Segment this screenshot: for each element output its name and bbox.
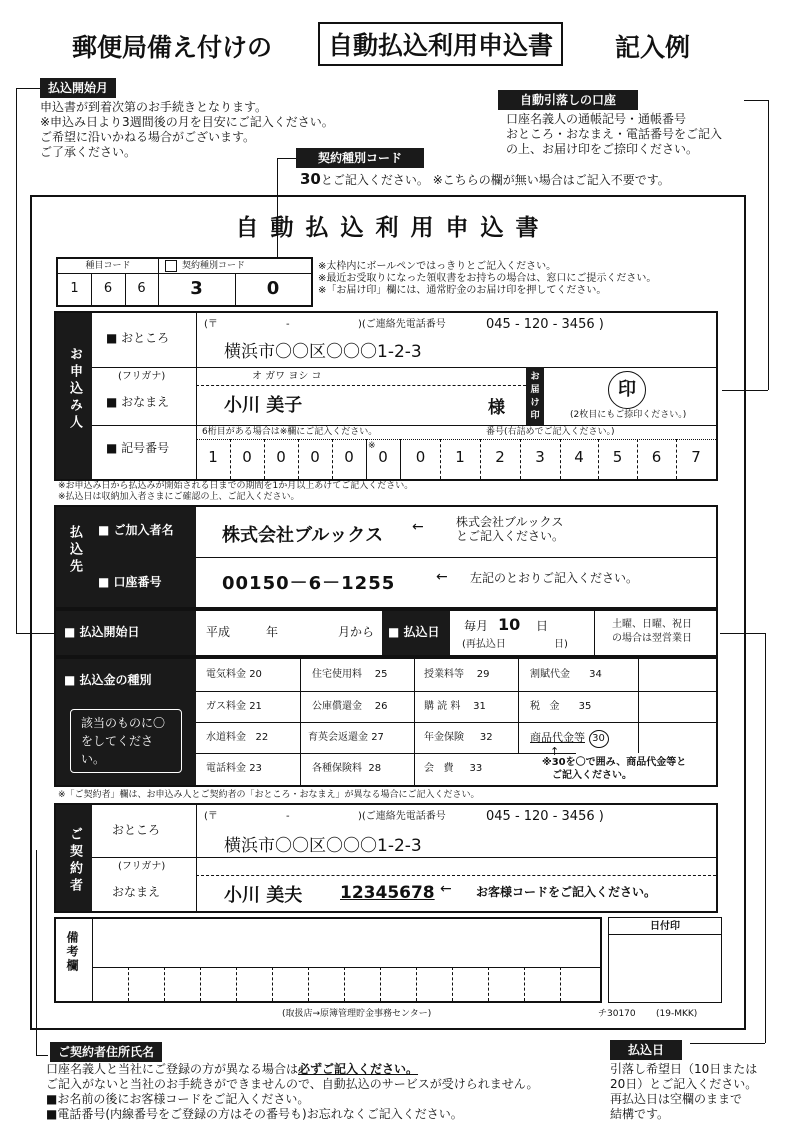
phone-label: )(ご連絡先電話番号 — [358, 319, 446, 330]
start-month-notes — [40, 100, 334, 160]
account-line: 口座名義人の通帳記号・通帳番号 — [506, 112, 687, 126]
type-tax[interactable] — [530, 701, 591, 713]
payment-types-section — [54, 657, 718, 787]
divider — [196, 753, 576, 754]
contract-code-text: とご記入ください。 ※こちらの欄が無い場合はご記入不要です。 — [320, 173, 670, 187]
date-stamp-box — [608, 917, 722, 1003]
payday-note-line: 再払込日は空欄のままで — [610, 1092, 743, 1106]
type-code: 31 — [473, 701, 486, 712]
payday-note-line: 結構です。 — [610, 1107, 670, 1121]
contractor-section-header — [56, 805, 92, 911]
type-name: 購 読 料 — [424, 701, 461, 712]
divider — [452, 967, 453, 1001]
instruction-line: ※太枠内にボールペンではっきりとご記入ください。 — [318, 261, 557, 272]
account-line: の上、お届け印をご捺印ください。 — [506, 142, 699, 156]
type-loan[interactable] — [312, 701, 387, 713]
divider — [308, 967, 309, 1001]
furigana-label: (フリガナ) — [118, 371, 166, 382]
holiday-note-1: 土曜、日曜、祝日 — [612, 619, 692, 630]
form-instructions — [318, 261, 656, 297]
divider — [300, 659, 301, 785]
divider — [344, 967, 345, 1001]
type-name: 割賦代金 — [530, 669, 570, 680]
type-name: 住宅使用料 — [312, 669, 362, 680]
types-hint: 該当のものに〇をしてください。 — [81, 716, 166, 766]
bango-digit: 5 — [612, 448, 623, 466]
remarks-label: 備考欄 — [65, 931, 79, 973]
start-month-line: ご希望に沿いかねる場合がございます。 — [40, 130, 256, 144]
applicant-label: お申込み人 — [67, 347, 82, 432]
page-title — [0, 22, 785, 62]
connector-line — [36, 1055, 48, 1056]
month-from-label: 月から — [338, 625, 375, 639]
furigana-value: オ ガワ ヨシ コ — [252, 371, 322, 382]
start-month-line: ご了承ください。 — [40, 145, 137, 159]
symbol-label: ■ 記号番号 — [106, 441, 170, 455]
type-name: 商品代金等 — [530, 731, 585, 744]
footer-code: (19-MKK) — [656, 1009, 698, 1019]
payday-note-label: 払込日 — [610, 1040, 682, 1060]
applicant-section-header — [56, 313, 92, 479]
contractor-address: 横浜市〇〇区〇〇〇1-2-3 — [224, 836, 422, 856]
divider — [92, 857, 716, 858]
type-scholarship[interactable] — [308, 732, 384, 744]
seal-note: (2枚目にもご捺印ください。) — [570, 410, 687, 420]
type-membership[interactable] — [424, 763, 482, 775]
arrow-left-icon: ← — [440, 881, 452, 897]
type-tuition[interactable] — [424, 669, 489, 681]
contractor-address-line: ご記入がないと当社のお手続きができませんので、自動払込のサービスが受けられません。 — [46, 1077, 539, 1091]
instruction-line: ※最近お受取りになった領収書をお持ちの場合は、窓口にご提示ください。 — [318, 273, 657, 284]
bango-digit: 0 — [415, 448, 426, 466]
type-name: 電気料金 — [206, 669, 246, 680]
type-housing[interactable] — [312, 669, 387, 681]
contractor-phone: 045 - 120 - 3456 ) — [486, 809, 604, 824]
connector-line — [744, 100, 768, 101]
contractor-note: ※「ご契約者」欄は、お申込み人とご契約者の「おところ・おなまえ」が異なる場合にご記入ください。 — [58, 790, 480, 800]
contract-code-digit: 3 — [190, 278, 203, 299]
connector-line — [768, 100, 769, 390]
number-note: 番号(右詰めでご記入ください。) — [486, 427, 615, 437]
contract-code-note — [300, 172, 670, 188]
address-label: ■ おところ — [106, 331, 170, 345]
kigo-digit: 0 — [242, 448, 252, 466]
phone-value: 045 - 120 - 3456 ) — [486, 317, 604, 332]
type-water[interactable] — [206, 732, 268, 744]
type-code-digit: 6 — [103, 281, 113, 296]
start-month-line: 申込書が到着次第のお手続きとなります。 — [40, 100, 268, 114]
divider — [128, 967, 129, 1001]
remarks-box — [54, 917, 602, 1003]
connector-line — [690, 1043, 765, 1044]
start-row — [54, 609, 718, 657]
instruction-line: ※「お届け印」欄には、通常貯金のお届け印を押してください。 — [318, 285, 607, 296]
type-insurance[interactable] — [312, 763, 381, 775]
start-month-label: 払込開始月 — [40, 78, 116, 98]
contract-code-value: 30 — [300, 170, 321, 188]
divider — [196, 875, 716, 876]
divider — [92, 919, 93, 1001]
kigo-digit: 0 — [378, 448, 388, 466]
type-goods[interactable] — [530, 729, 609, 748]
applicant-name: 小川 美子 — [224, 395, 303, 416]
start-month-line: ※申込み日より3週間後の月を目安にご記入ください。 — [40, 115, 334, 129]
year-label: 年 — [266, 625, 279, 639]
divider — [609, 934, 721, 935]
title-boxed: 自動払込利用申込書 — [318, 22, 563, 66]
type-name: ガス料金 — [206, 701, 246, 712]
connector-line — [16, 88, 17, 633]
customer-code-note: お客様コードをご記入ください。 — [476, 885, 657, 899]
repay-label: (再払込日 — [462, 639, 506, 650]
payday-note-line: 20日）とご記入ください。 — [610, 1077, 758, 1091]
contractor-name-label: おなまえ — [112, 885, 161, 899]
type-code: 28 — [368, 763, 382, 774]
repay-day: 日) — [554, 639, 568, 650]
divider — [594, 611, 595, 655]
mid-note-line: ※払込日は収納加入者さまにご確認の上、ご記入ください。 — [58, 492, 300, 502]
contractor-address-line — [46, 1062, 538, 1077]
divider — [92, 367, 716, 368]
type-name: 各種保険料 — [312, 763, 362, 774]
kigo-digit: 0 — [276, 448, 286, 466]
type-installment[interactable] — [530, 669, 602, 681]
type-code: 35 — [578, 701, 592, 712]
divider — [272, 967, 273, 1001]
title-prefix: 郵便局備え付けの — [72, 33, 273, 62]
type-code: 20 — [249, 669, 262, 680]
divider — [638, 659, 639, 753]
account-number: 00150－6－1255 — [222, 573, 396, 594]
divider — [416, 967, 417, 1001]
asterisk-mark: ※ — [368, 441, 376, 451]
date-stamp-label: 日付印 — [650, 921, 680, 932]
monthly-label: 毎月 — [464, 619, 489, 633]
type-code: 27 — [371, 732, 384, 743]
type-code: 32 — [479, 732, 493, 743]
phone-label: )(ご連絡先電話番号 — [358, 811, 446, 822]
holiday-note-2: の場合は翌営業日 — [612, 633, 692, 644]
bango-digit: 3 — [535, 448, 545, 466]
form-title: 自 動 払 込 利 用 申 込 書 — [235, 215, 541, 241]
type-name: 会 費 — [424, 763, 454, 774]
type-name: 年金保険 — [424, 732, 464, 743]
account-line: おところ・おなまえ・電話番号をご記入 — [506, 127, 723, 141]
bango-digit: 2 — [495, 448, 505, 466]
contractor-address-notes — [46, 1062, 538, 1122]
contractor-name: 小川 美夫 — [224, 885, 303, 906]
postal-dash: - — [286, 319, 290, 330]
types-label-cell — [56, 659, 196, 785]
connector-line — [16, 88, 40, 89]
type-code-circled: 30 — [589, 730, 609, 748]
contract-code-digit: 0 — [266, 278, 280, 299]
start-label-cell — [56, 611, 196, 655]
day-unit: 日 — [536, 619, 549, 633]
contractor-section — [54, 803, 718, 913]
symbol-number-grid — [196, 439, 716, 479]
contractor-note-emphasis: 必ずご記入ください。 — [298, 1062, 419, 1076]
type-pension[interactable] — [424, 732, 493, 744]
seal-label: お届け印 — [530, 372, 540, 421]
divider — [518, 659, 519, 753]
customer-code: 12345678 — [340, 883, 435, 903]
type-name: 水道料金 — [206, 732, 246, 743]
type-code: 34 — [589, 669, 602, 680]
type-electric[interactable] — [206, 669, 262, 681]
payday-label: ■ 払込日 — [388, 625, 440, 639]
contract-code-col-label: 契約種別コード — [182, 261, 246, 271]
payday-notes — [610, 1062, 757, 1122]
divider — [164, 967, 165, 1001]
contractor-address-line: ■電話番号(内線番号をご登録の方はその番号も)お忘れなくご記入ください。 — [46, 1107, 463, 1121]
divider — [488, 967, 489, 1001]
contractor-note-text: 口座名義人と当社にご登録の方が異なる場合は — [46, 1062, 299, 1076]
type-name: 税 金 — [530, 701, 560, 712]
sama-suffix: 様 — [488, 398, 505, 418]
payee-section — [54, 505, 718, 609]
type-phone[interactable] — [206, 763, 262, 775]
kigo-digit: 0 — [344, 448, 354, 466]
title-suffix: 記入例 — [615, 33, 691, 62]
footer-routing: (取扱店→原簿管理貯金事務センター) — [282, 1009, 432, 1019]
type-name: 公庫償還金 — [312, 701, 362, 712]
mid-notes — [58, 481, 413, 503]
member-note-2: とご記入ください。 — [456, 529, 565, 543]
era-label: 平成 — [206, 625, 231, 639]
arrow-left-icon: ← — [436, 569, 448, 585]
name-label: ■ おなまえ — [106, 395, 170, 409]
type-code: 22 — [255, 732, 269, 743]
type-name: 育英会返還金 — [308, 732, 368, 743]
divider — [414, 659, 415, 785]
bango-digit: 1 — [455, 448, 465, 466]
type-code: 26 — [374, 701, 388, 712]
connector-line — [277, 158, 296, 159]
type-code: 29 — [476, 669, 490, 680]
postal-dash: - — [286, 811, 290, 822]
connector-line — [765, 633, 766, 1043]
start-date-label: ■ 払込開始日 — [64, 625, 140, 639]
divider — [196, 385, 526, 386]
account-label: ■ 口座番号 — [98, 575, 162, 589]
account-label: 自動引落しの口座 — [498, 90, 638, 110]
mid-note-line: ※お申込み日から払込みが開始される日までの期間を1か月以上あけてご記入ください。 — [58, 481, 414, 491]
seal-header — [526, 367, 544, 425]
type-name: 授業料等 — [424, 669, 464, 680]
contract-code-label: 契約種別コード — [296, 148, 424, 168]
member-note-1: 株式会社ブルックス — [456, 515, 564, 529]
application-form — [30, 195, 746, 1030]
seal-stamp[interactable]: 印 — [608, 371, 646, 409]
bango-digit: 7 — [691, 448, 701, 466]
type-gas[interactable] — [206, 701, 262, 713]
type-code: 25 — [374, 669, 388, 680]
type-subscription[interactable] — [424, 701, 486, 713]
divider — [92, 425, 716, 426]
goods-note-2: ご記入ください。 — [552, 770, 632, 781]
payee-label: 払込先 — [67, 525, 82, 576]
contractor-address-label: おところ — [112, 823, 161, 837]
type-code: 33 — [469, 763, 483, 774]
type-code-digit: 6 — [137, 281, 146, 296]
payday-label-cell — [382, 611, 450, 655]
arrow-up-icon: ↑ — [550, 745, 560, 758]
account-notes — [506, 112, 722, 157]
divider — [380, 967, 381, 1001]
postal-mark: (〒 — [204, 319, 218, 330]
footer-form-number: チ30170 — [598, 1009, 636, 1019]
payday-note-line: 引落し希望日（10日または — [610, 1062, 758, 1076]
member-name: 株式会社ブルックス — [222, 525, 384, 546]
types-label: ■ 払込金の種別 — [64, 673, 152, 687]
bango-digit: 4 — [574, 448, 584, 466]
type-name: 電話料金 — [206, 763, 246, 774]
type-code: 21 — [249, 701, 262, 712]
code-table — [56, 257, 313, 307]
contractor-address-note-label: ご契約者住所氏名 — [50, 1042, 162, 1062]
payday-value: 10 — [498, 615, 521, 634]
contractor-furigana-label: (フリガナ) — [118, 861, 166, 872]
bango-digit: 6 — [651, 448, 662, 466]
payee-section-header — [56, 507, 92, 607]
applicant-section — [54, 311, 718, 481]
divider — [200, 967, 201, 1001]
member-label: ■ ご加入者名 — [98, 523, 174, 537]
postal-mark: (〒 — [204, 811, 218, 822]
six-digit-note: 6桁目がある場合は※欄にご記入ください。 — [202, 427, 378, 437]
arrow-left-icon: ← — [412, 519, 424, 535]
kigo-digit: 1 — [208, 448, 218, 466]
divider — [524, 967, 525, 1001]
divider — [560, 967, 561, 1001]
type-code-label: 種目コード — [85, 261, 131, 271]
divider — [236, 967, 237, 1001]
divider — [196, 557, 716, 558]
checkbox[interactable] — [165, 260, 177, 272]
contractor-address-line: ■お名前の後にお客様コードをご記入ください。 — [46, 1092, 310, 1106]
contractor-label: ご契約者 — [67, 827, 82, 895]
type-code-digit: 1 — [70, 281, 79, 296]
type-code: 23 — [249, 763, 262, 774]
payee-label-column — [92, 507, 196, 607]
account-note: 左記のとおりご記入ください。 — [470, 571, 639, 585]
address-value: 横浜市〇〇区〇〇〇1-2-3 — [224, 342, 422, 362]
divider — [196, 805, 197, 911]
kigo-digit: 0 — [310, 448, 320, 466]
goods-note-1: ※30を〇で囲み、商品代金等と — [542, 757, 687, 768]
types-hint-box — [70, 709, 182, 773]
